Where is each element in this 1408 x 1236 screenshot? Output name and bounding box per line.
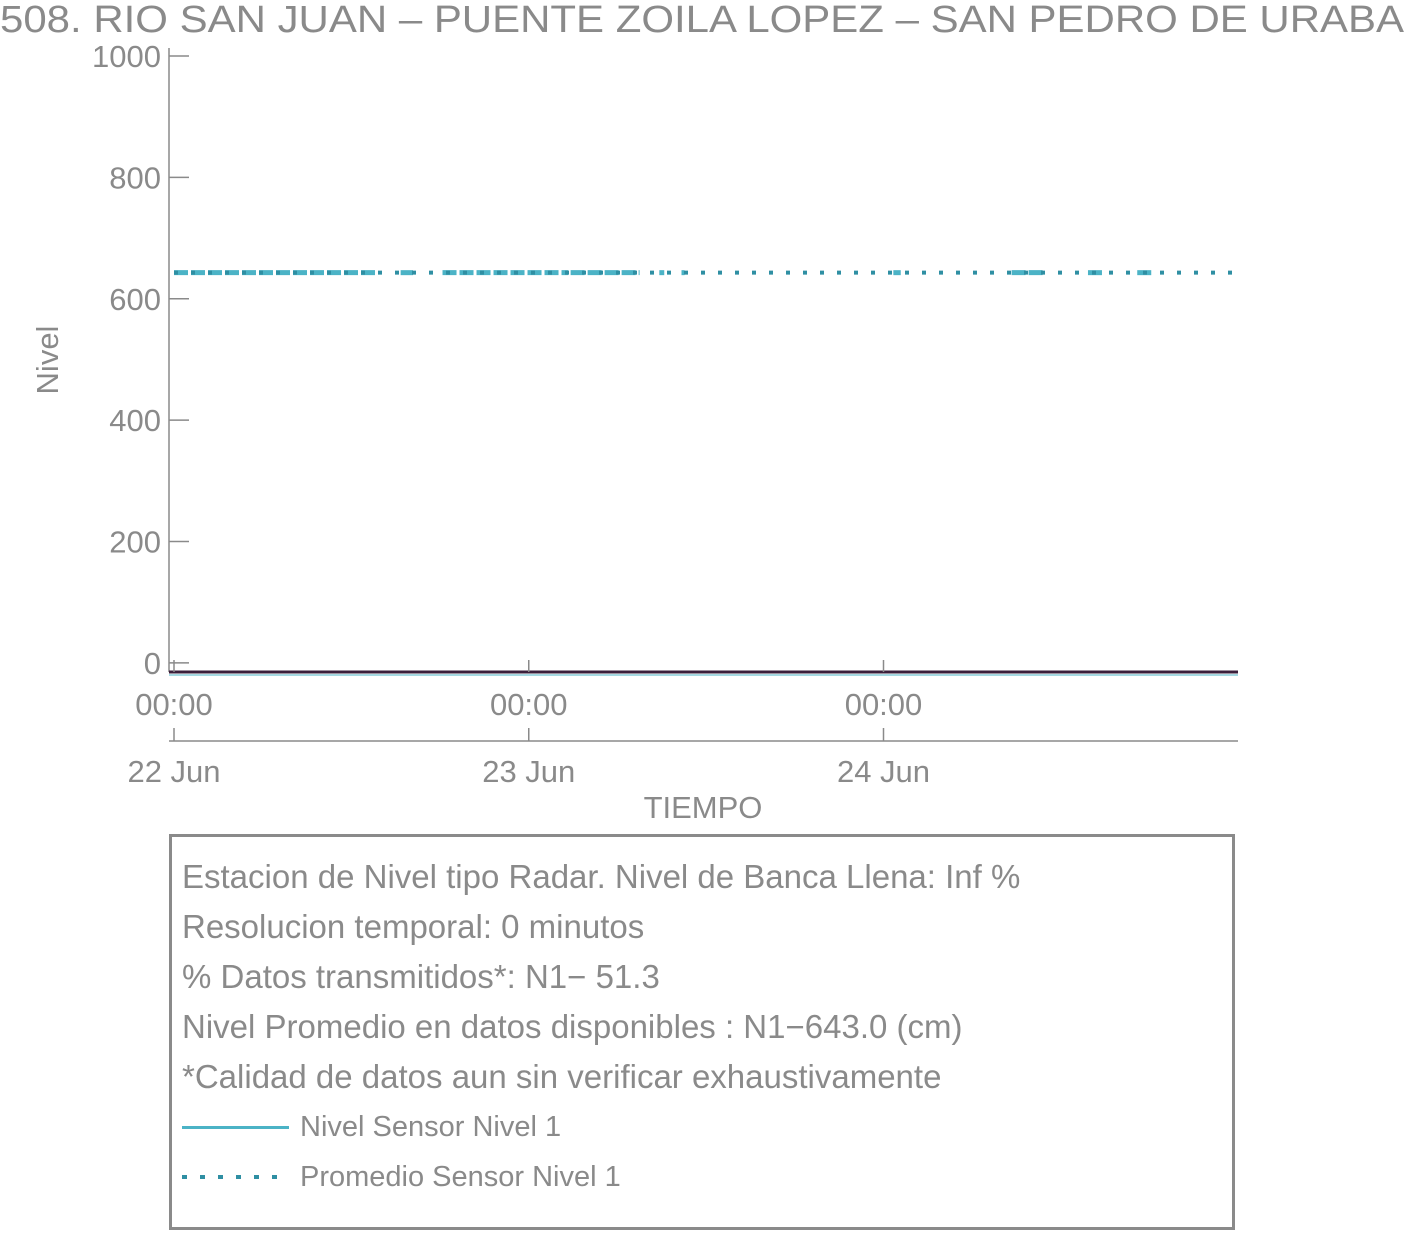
info-line-quality-note: *Calidad de datos aun sin verificar exhaustivamente — [182, 1058, 942, 1095]
x-tick-date-label: 23 Jun — [482, 754, 576, 789]
plot-area — [169, 273, 1238, 675]
x-tick-time-label: 00:00 — [135, 687, 213, 722]
legend-swatch-dotted — [182, 1175, 289, 1179]
chart-title: 508. RIO SAN JUAN – PUENTE ZOILA LOPEZ – SAN PEDRO DE URABA — [0, 0, 1405, 41]
y-axis-label: Nivel — [30, 325, 65, 395]
y-tick-label: 800 — [109, 160, 161, 196]
info-line-transmitted: % Datos transmitidos*: N1− 51.3 — [182, 958, 660, 995]
info-line-station-type: Estacion de Nivel tipo Radar. Nivel de Banca Llena: Inf % — [182, 858, 1021, 895]
x-tick-date-label: 22 Jun — [127, 754, 221, 789]
legend-swatch-solid — [182, 1126, 289, 1129]
y-axis-ticks — [92, 39, 189, 681]
y-tick-label: 1000 — [92, 39, 161, 74]
y-tick-label: 0 — [143, 645, 161, 681]
legend-label: Promedio Sensor Nivel 1 — [300, 1161, 621, 1193]
x-tick-date-label: 24 Jun — [836, 754, 931, 789]
x-axis-ticks — [127, 660, 930, 789]
x-tick-time-label: 00:00 — [844, 687, 923, 722]
x-tick-time-label: 00:00 — [489, 687, 568, 722]
info-box — [169, 834, 1235, 1230]
y-tick-label: 400 — [109, 403, 161, 439]
y-tick-label: 600 — [109, 281, 161, 317]
x-axis-label: TIEMPO — [643, 790, 763, 825]
legend-label: Nivel Sensor Nivel 1 — [300, 1111, 562, 1143]
legend-item-promedio — [182, 1157, 882, 1197]
y-tick-label: 200 — [109, 524, 161, 560]
info-line-resolution: Resolucion temporal: 0 minutos — [182, 908, 645, 945]
info-line-average-level: Nivel Promedio en datos disponibles : N1−643.0 (cm) — [182, 1008, 963, 1045]
legend-item-nivel — [182, 1107, 882, 1147]
